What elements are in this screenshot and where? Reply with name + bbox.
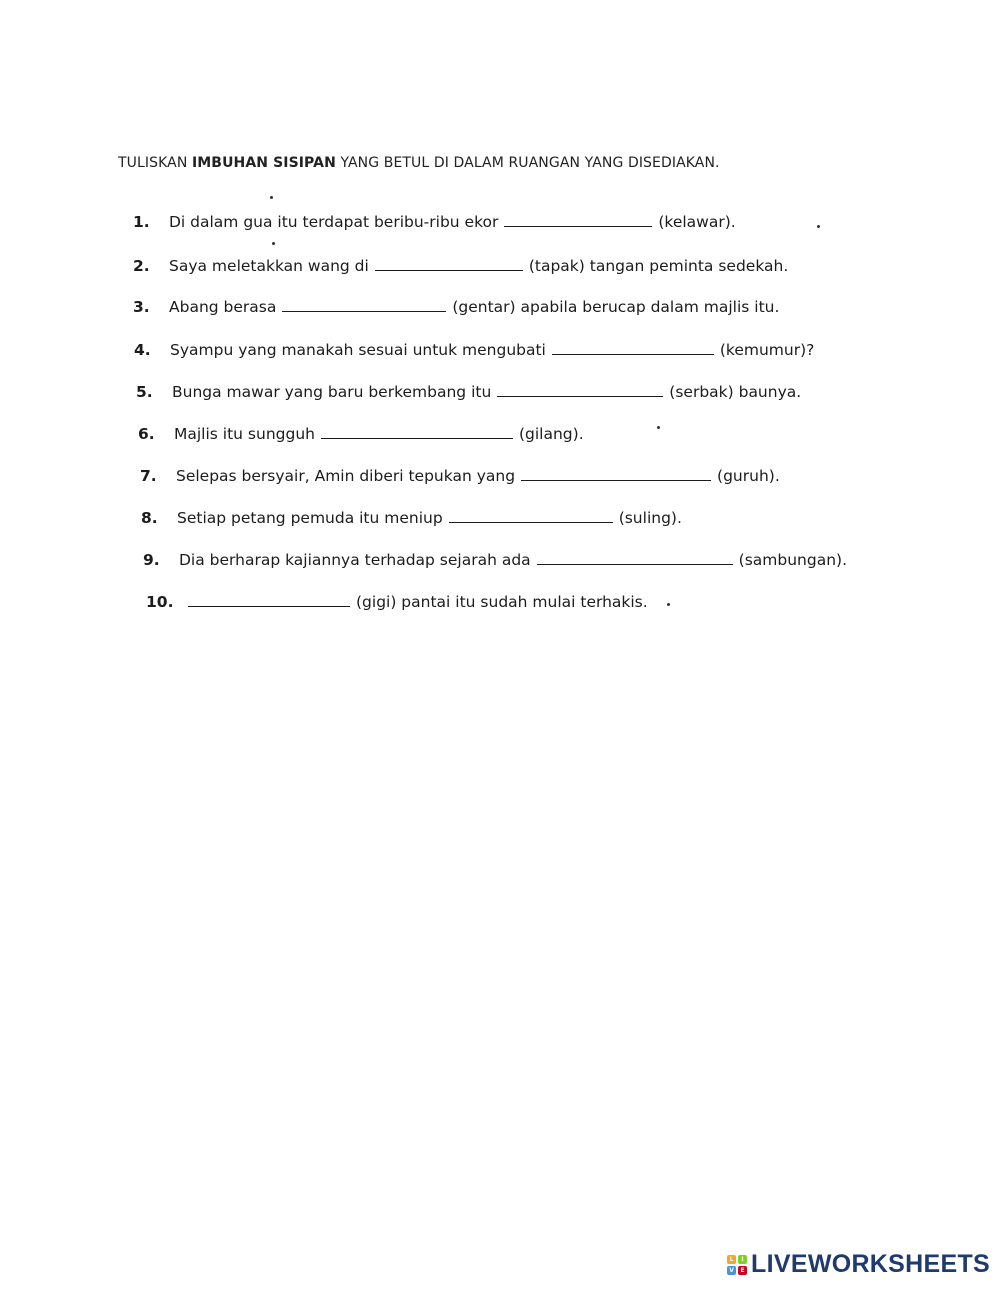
question-text: Bunga mawar yang baru berkembang itu <box>172 383 492 401</box>
question-9 <box>143 550 847 569</box>
question-1 <box>133 212 736 231</box>
scan-speck <box>657 426 660 429</box>
scan-speck <box>817 225 820 228</box>
logo-text: LIVEWORKSHEETS <box>751 1250 990 1278</box>
question-text: Abang berasa <box>169 298 277 316</box>
root-word-hint: (gilang). <box>518 425 584 443</box>
instruction-prefix: TULISKAN <box>118 155 192 171</box>
question-text: Saya meletakkan wang di <box>169 257 369 275</box>
question-number: 10. <box>146 593 174 611</box>
question-10 <box>146 592 648 611</box>
liveworksheets-logo <box>727 1250 990 1279</box>
question-number: 1. <box>133 213 150 231</box>
logo-mark-letter: V <box>727 1266 736 1275</box>
question-text: Di dalam gua itu terdapat beribu-ribu ekor <box>169 213 499 231</box>
question-number: 8. <box>141 509 158 527</box>
question-text: Selepas bersyair, Amin diberi tepukan yang <box>176 467 516 485</box>
instruction-bold: IMBUHAN SISIPAN <box>191 155 336 171</box>
scan-speck <box>270 196 273 199</box>
question-text: Setiap petang pemuda itu meniup <box>177 509 443 527</box>
question-number: 6. <box>138 425 155 443</box>
root-word-hint: (gigi) pantai itu sudah mulai terhakis. <box>356 593 648 611</box>
logo-mark-letter: L <box>727 1255 736 1264</box>
root-word-hint: (guruh). <box>717 467 780 485</box>
question-text: Syampu yang manakah sesuai untuk mengubati <box>170 341 546 359</box>
answer-blank[interactable] <box>552 340 714 355</box>
instruction-suffix: YANG BETUL DI DALAM RUANGAN YANG DISEDIAKAN. <box>335 155 720 171</box>
question-5 <box>136 382 801 401</box>
answer-blank[interactable] <box>188 592 350 607</box>
logo-mark-letter: E <box>738 1266 747 1275</box>
answer-blank[interactable] <box>497 382 663 397</box>
instruction-text <box>118 155 720 171</box>
answer-blank[interactable] <box>449 508 613 523</box>
answer-blank[interactable] <box>321 424 513 439</box>
question-2 <box>133 256 788 275</box>
root-word-hint: (gentar) apabila berucap dalam majlis itu. <box>452 298 780 316</box>
root-word-hint: (serbak) baunya. <box>669 383 802 401</box>
question-number: 9. <box>143 551 160 569</box>
question-number: 3. <box>133 298 150 316</box>
question-7 <box>140 466 780 485</box>
scan-speck <box>667 603 670 606</box>
question-4 <box>134 340 814 359</box>
logo-mark-letter: I <box>738 1255 747 1264</box>
question-number: 2. <box>133 257 150 275</box>
root-word-hint: (sambungan). <box>738 551 848 569</box>
answer-blank[interactable] <box>504 212 652 227</box>
question-number: 4. <box>134 341 151 359</box>
root-word-hint: (tapak) tangan peminta sedekah. <box>528 257 789 275</box>
question-8 <box>141 508 682 527</box>
answer-blank[interactable] <box>537 550 733 565</box>
question-6 <box>138 424 584 443</box>
liveworksheets-mark-icon <box>727 1255 747 1275</box>
question-text: Dia berharap kajiannya terhadap sejarah ada <box>179 551 531 569</box>
scan-speck <box>272 242 275 245</box>
question-text: Majlis itu sungguh <box>174 425 315 443</box>
question-number: 7. <box>140 467 157 485</box>
root-word-hint: (kemumur)? <box>719 341 815 359</box>
root-word-hint: (suling). <box>618 509 682 527</box>
question-number: 5. <box>136 383 153 401</box>
question-3 <box>133 297 779 316</box>
answer-blank[interactable] <box>282 297 446 312</box>
root-word-hint: (kelawar). <box>658 213 736 231</box>
answer-blank[interactable] <box>375 256 523 271</box>
answer-blank[interactable] <box>521 466 711 481</box>
